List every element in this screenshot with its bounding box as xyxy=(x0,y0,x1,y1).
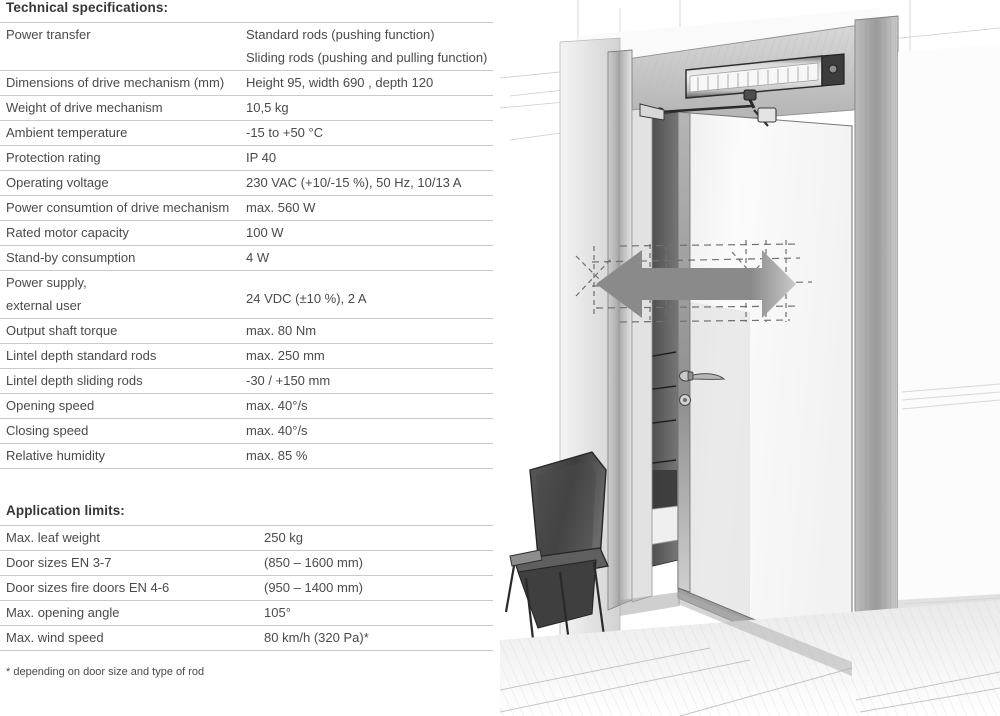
row-label-line: Rated motor capacity xyxy=(6,225,129,240)
table-row xyxy=(0,419,493,444)
row-value-line: max. 560 W xyxy=(246,200,316,215)
row-label xyxy=(0,221,240,246)
footnote: * depending on door size and type of rod xyxy=(6,666,205,678)
row-value-line: Height 95, width 690 , depth 120 xyxy=(246,75,434,90)
row-label-line: Power supply, xyxy=(6,275,87,290)
table-row xyxy=(0,576,493,601)
table-row xyxy=(0,221,493,246)
row-label xyxy=(0,444,240,469)
row-value xyxy=(240,444,493,469)
row-value-line: IP 40 xyxy=(246,150,277,165)
tables-gap xyxy=(0,469,500,503)
table-row xyxy=(0,196,493,221)
row-label-line: Max. opening angle xyxy=(6,605,120,620)
row-value xyxy=(240,319,493,344)
row-value-line: 100 W xyxy=(246,225,284,240)
row-label xyxy=(0,196,240,221)
right-wall-texture xyxy=(855,16,898,700)
row-value-line: max. 85 % xyxy=(246,448,308,463)
row-label-line: Operating voltage xyxy=(6,175,109,190)
table-row xyxy=(0,626,493,651)
row-label xyxy=(0,369,240,394)
row-label-line: external user xyxy=(6,298,82,313)
row-label xyxy=(0,626,258,651)
linkage-pivot-upper xyxy=(744,90,756,100)
table-row xyxy=(0,271,493,319)
row-value xyxy=(240,271,493,319)
table-row xyxy=(0,344,493,369)
row-label-line: Max. wind speed xyxy=(6,630,104,645)
row-label-line: Dimensions of drive mechanism (mm) xyxy=(6,75,225,90)
row-label-line: Door sizes fire doors EN 4-6 xyxy=(6,580,170,595)
row-label-line: Protection rating xyxy=(6,150,101,165)
table-row xyxy=(0,444,493,469)
table-row xyxy=(0,551,493,576)
row-value xyxy=(240,369,493,394)
row-value-line: Sliding rods (pushing and pulling function) xyxy=(246,50,488,65)
row-label xyxy=(0,121,240,146)
technical-specifications-title: Technical specifications: xyxy=(6,0,169,15)
row-value-line: 250 kg xyxy=(264,530,304,545)
row-label-line: Ambient temperature xyxy=(6,125,128,140)
technical-specifications-section xyxy=(0,0,500,469)
row-value xyxy=(240,96,493,121)
row-value xyxy=(240,221,493,246)
row-label xyxy=(0,319,240,344)
jamb-inner-face xyxy=(632,108,652,602)
technical-specifications-table xyxy=(0,22,493,469)
row-value-line: max. 80 Nm xyxy=(246,323,317,338)
row-value-line: 80 km/h (320 Pa)* xyxy=(264,630,369,645)
row-label-line: Weight of drive mechanism xyxy=(6,100,163,115)
row-label xyxy=(0,551,258,576)
table-row xyxy=(0,121,493,146)
row-label xyxy=(0,246,240,271)
row-value-line: (950 – 1400 mm) xyxy=(264,580,363,595)
row-value-line: max. 40°/s xyxy=(246,423,308,438)
table-row xyxy=(0,601,493,626)
row-value-line: -30 / +150 mm xyxy=(246,373,331,388)
table-row xyxy=(0,71,493,96)
row-value xyxy=(240,394,493,419)
illustration-svg xyxy=(500,0,1000,716)
row-label xyxy=(0,71,240,96)
row-label xyxy=(0,344,240,369)
application-limits-table xyxy=(0,525,493,651)
row-value-line: max. 250 mm xyxy=(246,348,325,363)
row-label-line: Power transfer xyxy=(6,27,91,42)
row-label-line: Opening speed xyxy=(6,398,95,413)
row-value-line: 4 W xyxy=(246,250,270,265)
table-row xyxy=(0,394,493,419)
application-limits-title: Application limits: xyxy=(6,503,125,518)
row-value-spacer xyxy=(246,275,493,291)
row-label-line: Closing speed xyxy=(6,423,89,438)
row-label-line: Relative humidity xyxy=(6,448,105,463)
row-value xyxy=(258,551,493,576)
row-label xyxy=(0,146,240,171)
row-label-line: Lintel depth standard rods xyxy=(6,348,157,363)
row-value-line: 105° xyxy=(264,605,291,620)
table-row xyxy=(0,171,493,196)
row-label-line: Lintel depth sliding rods xyxy=(6,373,143,388)
row-label-line: Power consumtion of drive mechanism xyxy=(6,200,230,215)
row-label-line: Max. leaf weight xyxy=(6,530,100,545)
table-row xyxy=(0,526,493,551)
row-label xyxy=(0,576,258,601)
row-value xyxy=(240,171,493,196)
row-label-line: Output shaft torque xyxy=(6,323,118,338)
door-lock-cylinder xyxy=(680,395,691,406)
row-value xyxy=(240,246,493,271)
technical-specifications-body xyxy=(0,23,493,469)
row-value-line: Standard rods (pushing function) xyxy=(246,27,435,42)
door-leading-edge xyxy=(678,112,690,592)
row-value xyxy=(240,71,493,96)
row-label xyxy=(0,171,240,196)
row-label xyxy=(0,526,258,551)
left-jamb xyxy=(608,50,632,610)
row-value xyxy=(240,146,493,171)
row-value-line: 10,5 kg xyxy=(246,100,289,115)
row-label-line: Stand-by consumption xyxy=(6,250,136,265)
chair-backrest-shading xyxy=(536,460,596,564)
row-label xyxy=(0,601,258,626)
row-value-line: 24 VDC (±10 %), 2 A xyxy=(246,291,367,306)
row-value xyxy=(240,344,493,369)
row-value xyxy=(240,419,493,444)
row-value xyxy=(258,576,493,601)
application-limits-section xyxy=(0,503,500,679)
row-label-line: Door sizes EN 3-7 xyxy=(6,555,112,570)
housing-end-cap-detail xyxy=(829,65,837,73)
row-label xyxy=(0,419,240,444)
row-value xyxy=(240,121,493,146)
row-label xyxy=(0,394,240,419)
application-limits-body xyxy=(0,526,493,651)
row-value xyxy=(240,23,493,71)
row-value-line: max. 40°/s xyxy=(246,398,308,413)
linkage-bracket xyxy=(758,108,776,122)
row-value xyxy=(258,626,493,651)
row-label xyxy=(0,23,240,71)
row-label xyxy=(0,96,240,121)
table-row xyxy=(0,319,493,344)
table-row xyxy=(0,96,493,121)
table-row xyxy=(0,369,493,394)
row-value-line: 230 VAC (+10/-15 %), 50 Hz, 10/13 A xyxy=(246,175,462,190)
table-row xyxy=(0,146,493,171)
table-row xyxy=(0,246,493,271)
door-operator-illustration xyxy=(500,0,1000,716)
far-right-wall xyxy=(898,44,1000,648)
row-value-line: -15 to +50 °C xyxy=(246,125,324,140)
row-value xyxy=(240,196,493,221)
row-label xyxy=(0,271,240,319)
row-value xyxy=(258,601,493,626)
row-value-line: (850 – 1600 mm) xyxy=(264,555,363,570)
table-row xyxy=(0,23,493,71)
row-value xyxy=(258,526,493,551)
